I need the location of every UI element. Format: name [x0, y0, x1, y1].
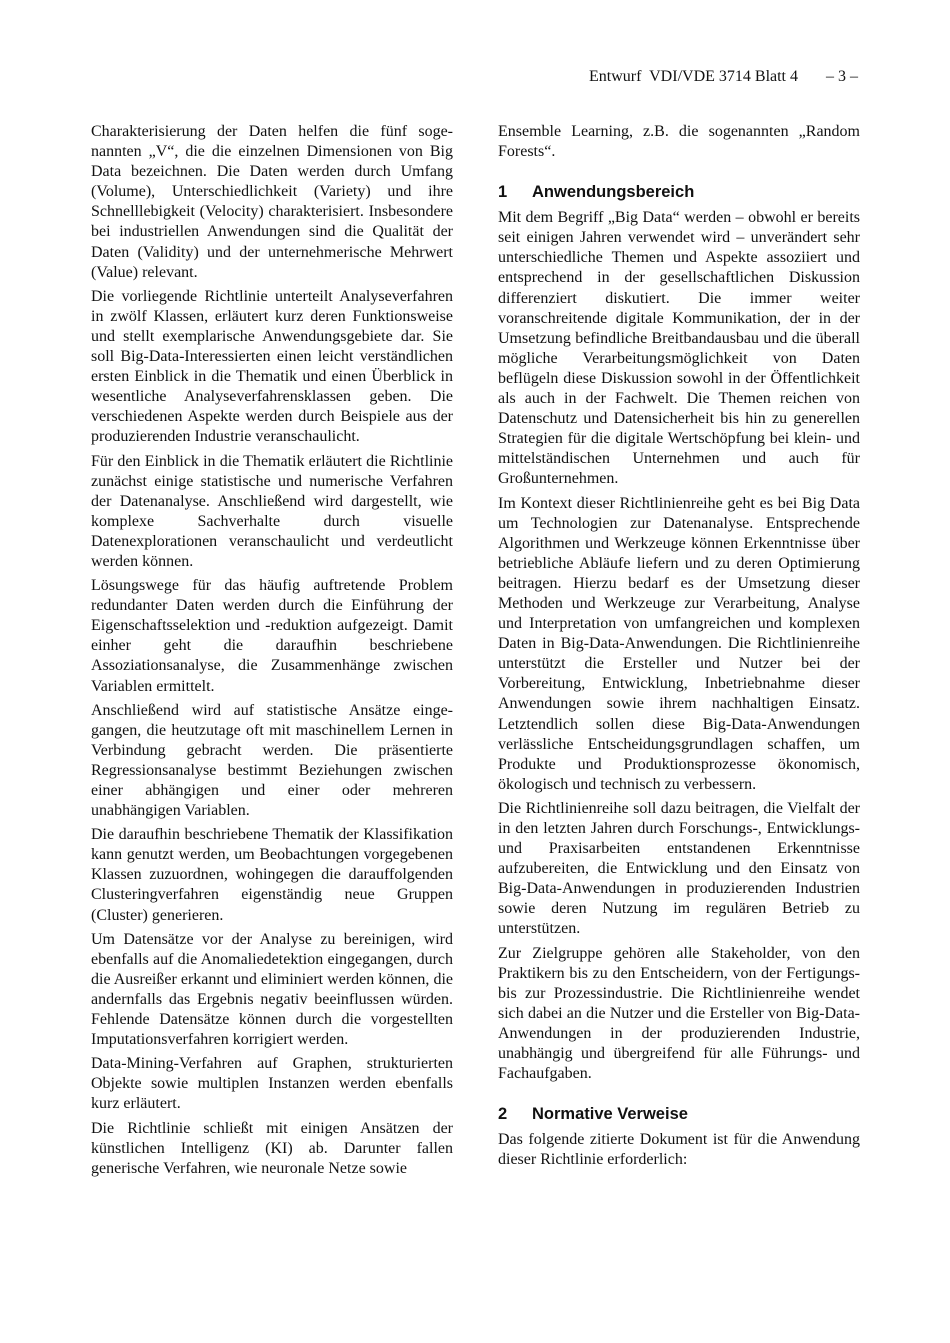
paragraph: Das folgende zitierte Dokument ist für die Anwendung dieser Richtlinie erforderlich:	[498, 1131, 860, 1169]
paragraph: Die Richtlinienreihe soll dazu beitragen, die Vielfalt der in den letzten Jahren durch Forschungs-, Entwicklungs- und Praxisarbeiten entstandenen Erkenntnisse aufzubereiten, die Entwicklung und den Einsatz von Big-Data-Anwendungen in produzierenden Industrien sowie deren Nutzung im regulären Betrieb zu unterstützen.	[498, 799, 860, 938]
paragraph: Mit dem Begriff „Big Data“ werden – obwohl er bereits seit einigen Jahren verwendet wird – unverändert sehr unterschiedliche Themen und Aspekte assoziiert und entsprechend in der gesellschaftlichen Diskussion differenziert diskutiert. Die immer weiter voranschreitende digitale Kommunikation, der in der Umsetzung befindliche Breitbandausbau und die überall mögliche Verarbeitungsmöglichkeit von Daten beflügeln diese Diskussion sowohl in der Öffentlichkeit als auch in der Fachwelt. Die Themen reichen von Datenschutz und Datensicherheit bis hin zu generellen Strategien für die digitale Wertschöpfung bei klein- und mittelständischen Unternehmen und auch für Großunternehmen.	[498, 209, 860, 488]
paragraph: Die Richtlinie schließt mit einigen Ansätzen der künstlichen Intelligenz (KI) ab. Darunter fallen generische Verfahren, wie neuronale Netze sowie	[91, 1119, 453, 1177]
section-number: 2	[498, 1105, 508, 1124]
paragraph: Um Datensätze vor der Analyse zu bereinigen, wird ebenfalls auf die Anomaliedetektion eingegangen, durch die Ausreißer erkannt und eliminiert werden können, die andernfalls das Ergebnis negativ beeinflussen würden. Fehlende Datensätze können durch die vorgestellten Imputationsverfahren korrigiert werden.	[91, 930, 453, 1049]
page-number: – 3 –	[826, 68, 858, 85]
right-column	[498, 122, 860, 1174]
document-id: Entwurf VDI/VDE 3714 Blatt 4	[588, 68, 798, 85]
paragraph: Für den Einblick in die Thematik erläutert die Richtlinie zunächst einige statistische und numerische Verfahren der Datenanalyse. Anschließend wird dargestellt, wie komplexe Sachverhalte durch visuelle Datenexplorationen veranschaulicht und verdeutlicht werden können.	[91, 452, 453, 570]
section-number: 1	[498, 183, 508, 202]
paragraph: Data-Mining-Verfahren auf Graphen, strukturierten Objekte sowie multiplen Instanzen werden ebenfalls kurz erläutert.	[91, 1055, 453, 1113]
section-title: Normative Verweise	[532, 1105, 688, 1124]
section-title: Anwendungsbereich	[532, 183, 695, 202]
section-heading-2	[498, 1104, 860, 1124]
left-column	[91, 122, 453, 1183]
paragraph: Im Kontext dieser Richtlinienreihe geht es bei Big Data um Technologien zur Datenanalyse. Entsprechende Algorithmen und Werkzeuge können Erkenntnisse über betriebliche Abläufe liefern und zu deren Optimierung beitragen. Hierzu bedarf es der Umsetzung dieser Methoden und Werkzeuge zur Verarbeitung, Analyse und Interpretation von umfangreichen und komplexen Daten in Big-Data-Anwendungen. Die Richtlinienreihe unterstützt die Ersteller und Nutzer bei der Vorbereitung, Entwicklung, Inbetriebnahme dieser Anwendungen sowie ihrem nachhaltigen Einsatz. Letztendlich sollen diese Big-Data-Anwendungen verlässliche Entscheidungsgrundlagen schaffen, um Produkte und Produktionsprozesse ökonomisch, ökologisch und technisch zu verbessern.	[498, 494, 860, 793]
page-header	[589, 68, 858, 86]
paragraph: Die daraufhin beschriebene Thematik der Klassifikation kann genutzt werden, um Beobachtungen vorgegebenen Klassen zuzuordnen, wohingegen die darauffolgenden Clusteringverfahren eigenständig neue Gruppen (Cluster) generieren.	[91, 826, 453, 924]
section-heading-1	[498, 182, 860, 202]
paragraph: Zur Zielgruppe gehören alle Stakeholder, von den Praktikern bis zu den Entscheidern, von der Fertigungs- bis zur Prozessindustrie. Die Richtlinienreihe wendet sich dabei an die Nutzer und die Ersteller von Big-Data-Anwendungen in der produzierenden Industrie, unabhängig und übergreifend für alle Führungs- und Fachaufgaben.	[498, 944, 860, 1083]
paragraph-continuation: Ensemble Learning, z.B. die sogenannten „Random Forests“.	[498, 123, 860, 161]
paragraph: Anschließend wird auf statistische Ansätze eingegangen, die heutzutage oft mit maschinellem Lernen in Verbindung gebracht werden. Die präsentierte Regressionsanalyse bestimmt Beziehungen zwischen einer abhängigen und einer oder mehreren unabhängigen Variablen.	[91, 701, 453, 820]
paragraph: Charakterisierung der Daten helfen die fünf sogenannten „V“, die die einzelnen Dimensionen von Big Data bezeichnen. Die Daten werden durch Umfang (Volume), Unterschiedlichkeit (Variety) und ihre Schnelllebigkeit (Velocity) charakterisiert. Insbesondere bei industriellen Anwendungen sind die Qualität der Daten (Validity) und der unternehmerische Mehrwert (Value) relevant.	[91, 123, 453, 281]
paragraph: Lösungswege für das häufig auftretende Problem redundanter Daten werden durch die Einführung der Eigenschaftsselektion und -reduktion aufgezeigt. Damit einher geht die daraufhin beschriebene Assoziationsanalyse, die Zusammenhänge zwischen Variablen ermittelt.	[91, 577, 453, 695]
paragraph: Die vorliegende Richtlinie unterteilt Analyseverfahren in zwölf Klassen, erläutert kurz deren Funktionsweise und stellt exemplarische Anwendungsgebiete dar. Sie soll Big-Data-Interessierten einen leicht verständlichen ersten Einblick in die Thematik und einen Überblick in wesentliche Analyseverfahrensklassen geben. Die verschiedenen Aspekte werden durch Beispiele aus der produzierenden Industrie veranschaulicht.	[91, 287, 453, 446]
